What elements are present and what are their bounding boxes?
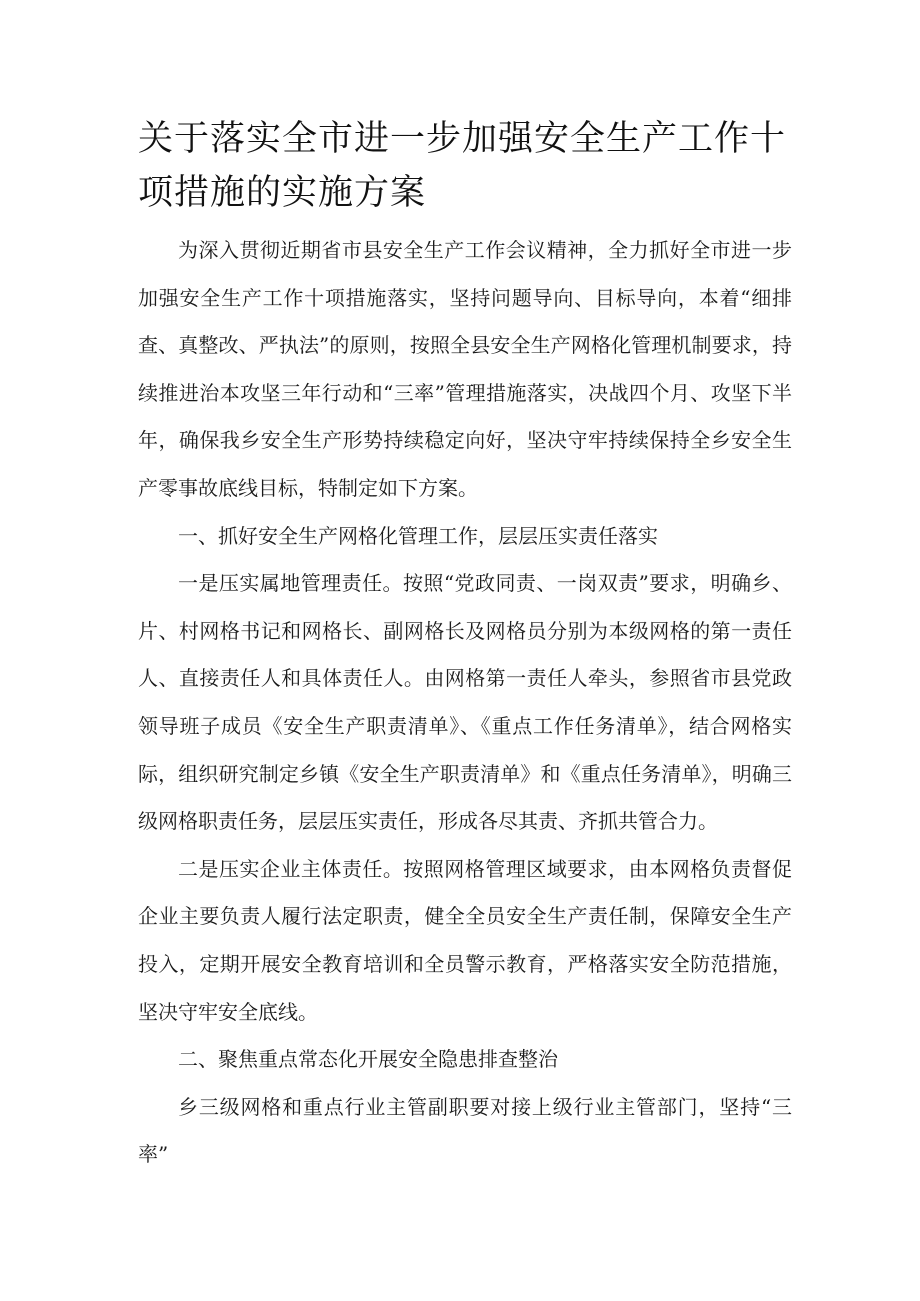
paragraph-enterprise-responsibility: 二是压实企业主体责任。按照网格管理区域要求，由本网格负责督促企业主要负责人履行法定职责，健全全员安全生产责任制，保障安全生产投入，定期开展安全教育培训和全员警示教育，严格落实安全防范措施，坚决守牢安全底线。 xyxy=(138,856,792,1024)
document-body xyxy=(138,227,792,1179)
paragraph-territorial-responsibility: 一是压实属地管理责任。按照“党政同责、一岗双责”要求，明确乡、片、村网格书记和网格长、副网格长及网格员分别为本级网格的第一责任人、直接责任人和具体责任人。由网格第一责任人牵头，参照省市县党政领导班子成员《安全生产职责清单》、《重点工作任务清单》，结合网格实际，组织研究制定乡镇《安全生产职责清单》和《重点任务清单》，明确三级网格职责任务，层层压实责任，形成各尽其责、齐抓共管合力。 xyxy=(138,571,792,834)
section-heading-2: 二、聚焦重点常态化开展安全隐患排查整治 xyxy=(178,1047,558,1072)
paragraph-hazard-inspection: 乡三级网格和重点行业主管副职要对接上级行业主管部门，坚持“三率” xyxy=(138,1094,792,1167)
paragraph-intro: 为深入贯彻近期省市县安全生产工作会议精神，全力抓好全市进一步加强安全生产工作十项措施落实，坚持问题导向、目标导向，本着“细排查、真整改、严执法”的原则，按照全县安全生产网格化管理机制要求，持续推进治本攻坚三年行动和“三率”管理措施落实，决战四个月、攻坚下半年，确保我乡安全生产形势持续稳定向好，坚决守牢持续保持全乡安全生产零事故底线目标，特制定如下方案。 xyxy=(138,238,792,500)
section-heading-1: 一、抓好安全生产网格化管理工作，层层压实责任落实 xyxy=(178,523,658,548)
document-title: 关于落实全市进一步加强安全生产工作十项措施的实施方案 xyxy=(138,119,787,213)
